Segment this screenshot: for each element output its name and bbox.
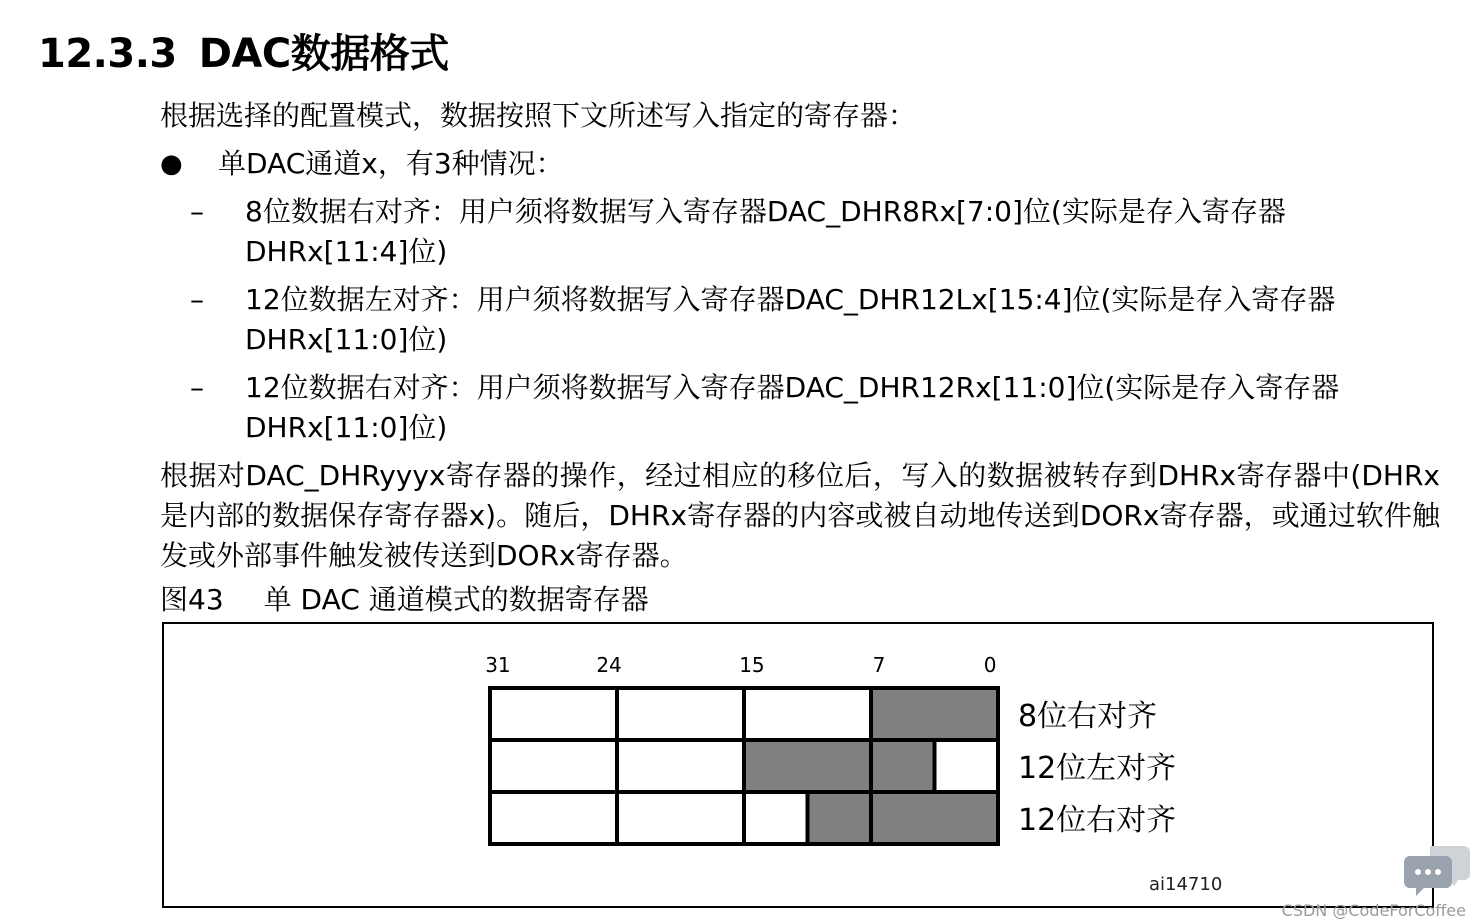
case-text: 12位数据左对齐：用户须将数据写入寄存器DAC_DHR12Lx[15:4]位(实际是存入寄存器DHRx[11:0]位) xyxy=(245,283,1336,356)
bit-label-0: 0 xyxy=(983,653,997,677)
case-text: 12位数据右对齐：用户须将数据写入寄存器DAC_DHR12Rx[11:0]位(实际是存入寄存器DHRx[11:0]位) xyxy=(245,371,1340,444)
bit-label-24: 24 xyxy=(596,653,622,677)
row-label: 12位右对齐 xyxy=(1018,803,1177,838)
chat-bubble-icon[interactable] xyxy=(1404,842,1470,902)
data-bits-fill xyxy=(808,792,999,844)
bit-label-15: 15 xyxy=(739,653,765,677)
section-heading xyxy=(38,22,449,79)
description-paragraph: 根据对DAC_DHRyyyx寄存器的操作，经过相应的移位后，写入的数据被转存到DHRx寄存器中(DHRx是内部的数据保存寄存器x)。随后，DHRx寄存器的内容或被自动地传送到DORx寄存器，或通过软件触发或外部事件触发被传送到DORx寄存器。 xyxy=(160,459,1440,572)
bullet-dot-icon: ● xyxy=(160,149,183,179)
bit-label-31: 31 xyxy=(485,653,511,677)
intro-paragraph: 根据选择的配置模式，数据按照下文所述写入指定的寄存器： xyxy=(160,99,917,132)
figure-id: ai14710 xyxy=(1149,874,1223,895)
figure-label: 图43 xyxy=(160,583,224,616)
dash-icon: – xyxy=(190,371,204,404)
section-title: DAC数据格式 xyxy=(198,31,449,77)
figure-caption xyxy=(160,580,649,620)
case-text: 8位数据右对齐：用户须将数据写入寄存器DAC_DHR8Rx[7:0]位(实际是存入寄存器DHRx[11:4]位) xyxy=(245,195,1286,268)
row-label: 12位左对齐 xyxy=(1018,751,1177,786)
data-bits-fill xyxy=(744,740,935,792)
register-diagram xyxy=(162,622,1434,908)
figure-title: 单 DAC 通道模式的数据寄存器 xyxy=(263,583,649,616)
watermark: CSDN @CodeForCoffee xyxy=(1281,901,1466,920)
dash-icon: – xyxy=(190,283,204,316)
dash-icon: – xyxy=(190,195,204,228)
bullet-text: 单DAC通道x，有3种情况： xyxy=(218,147,564,180)
bit-label-7: 7 xyxy=(872,653,886,677)
row-label: 8位右对齐 xyxy=(1018,699,1158,734)
section-number: 12.3.3 xyxy=(38,31,177,77)
register-diagram-svg xyxy=(164,624,1432,906)
data-bits-fill xyxy=(871,688,998,740)
